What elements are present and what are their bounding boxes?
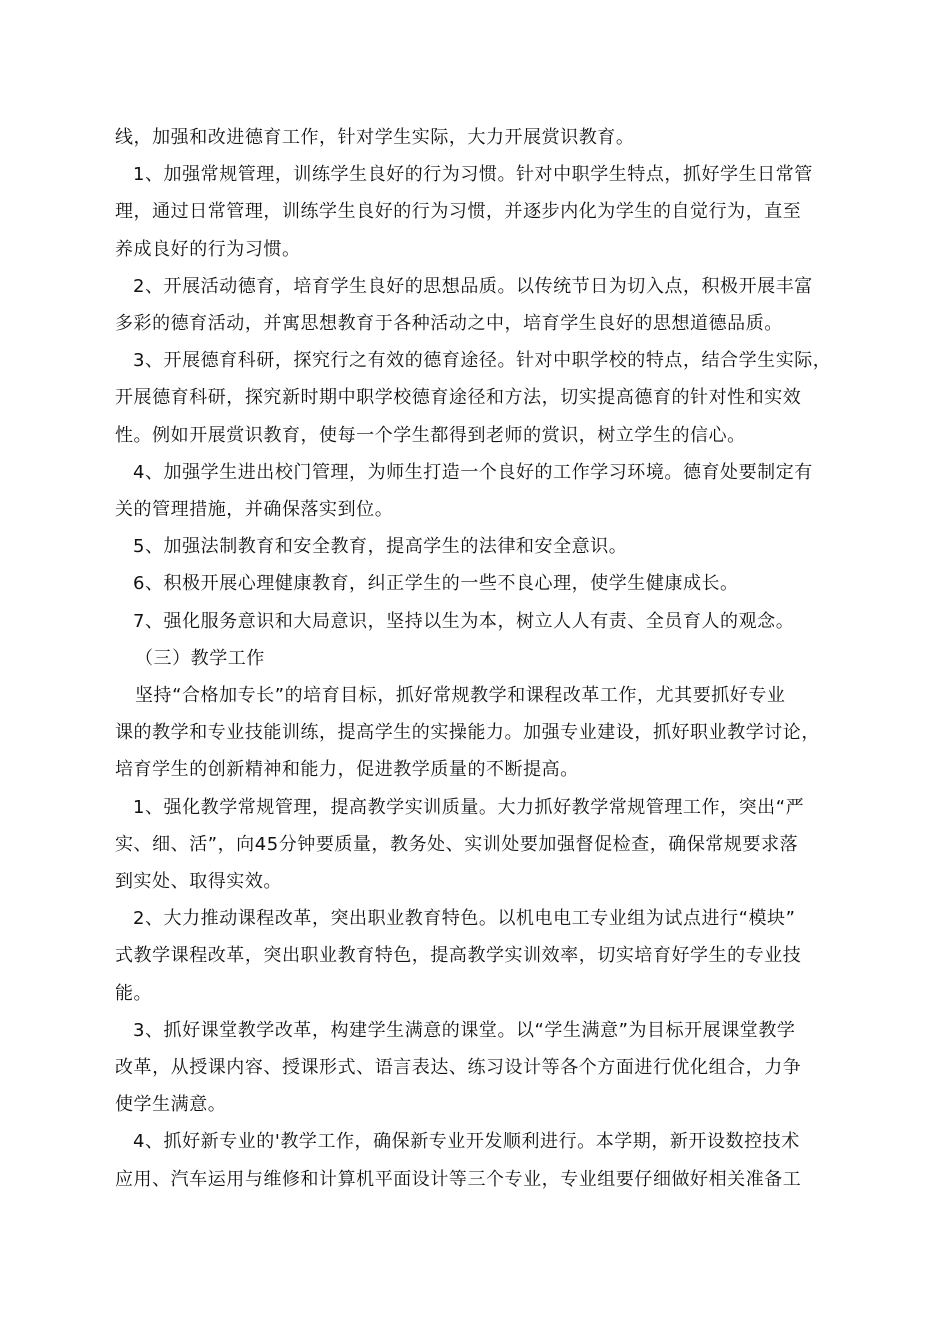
text-line: 4、加强学生进出校门管理，为师生打造一个良好的工作学习环境。德育处要制定有: [133, 461, 813, 483]
text-line: 改革，从授课内容、授课形式、语言表达、练习设计等各个方面进行优化组合，力争: [115, 1057, 802, 1079]
text-line: 性。例如开展赏识教育，使每一个学生都得到老师的赏识，树立学生的信心。: [115, 424, 746, 446]
text-line: 关的管理措施，并确保落实到位。: [115, 499, 394, 521]
text-line: 应用、汽车运用与维修和计算机平面设计等三个专业，专业组要仔细做好相关准备工: [115, 1168, 802, 1190]
text-line: 养成良好的行为习惯。: [115, 238, 301, 260]
text-line: 式教学课程改革，突出职业教育特色，提高教学实训效率，切实培育好学生的专业技: [115, 945, 802, 967]
text-line: 使学生满意。: [115, 1094, 227, 1116]
text-line: 2、开展活动德育，培育学生良好的思想品质。以传统节日为切入点，积极开展丰富: [133, 275, 813, 297]
document-body: [115, 119, 837, 1198]
text-line: 培育学生的创新精神和能力，促进教学质量的不断提高。: [115, 759, 579, 781]
text-line: 开展德育科研，探究新时期中职学校德育途径和方法，切实提高德育的针对性和实效: [115, 387, 802, 409]
text-line: 1、加强常规管理，训练学生良好的行为习惯。针对中职学生特点，抓好学生日常管: [133, 164, 813, 186]
text-line: 实、细、活”，向45分钟要质量，教务处、实训处要加强督促检查，确保常规要求落: [115, 833, 799, 855]
text-line: 能。: [115, 982, 153, 1004]
text-line: 理，通过日常管理，训练学生良好的行为习惯，并逐步内化为学生的自觉行为，直至: [115, 201, 802, 223]
text-line: 6、积极开展心理健康教育，纠正学生的一些不良心理，使学生健康成长。: [133, 573, 739, 595]
text-line: 多彩的德育活动，并寓思想教育于各种活动之中，培育学生良好的思想道德品质。: [115, 313, 783, 335]
text-line: 3、抓好课堂教学改革，构建学生满意的课堂。以“学生满意”为目标开展课堂教学: [133, 1019, 796, 1041]
text-line: 2、大力推动课程改革，突出职业教育特色。以机电电工专业组为试点进行“模块”: [133, 908, 796, 930]
text-line: 5、加强法制教育和安全教育，提高学生的法律和安全意识。: [133, 536, 628, 558]
text-line: 4、抓好新专业的'教学工作，确保新专业开发顺利进行。本学期，新开设数控技术: [133, 1131, 800, 1153]
text-line: 到实处、取得实效。: [115, 871, 282, 893]
text-line: 1、强化教学常规管理，提高教学实训质量。大力抓好教学常规管理工作，突出“严: [133, 796, 805, 818]
text-line: 课的教学和专业技能训练，提高学生的实操能力。加强专业建设，抓好职业教学讨论，: [115, 722, 820, 744]
section-heading: （三）教学工作: [135, 647, 265, 669]
text-line: 线，加强和改进德育工作，针对学生实际，大力开展赏识教育。: [115, 127, 635, 148]
text-line: 7、强化服务意识和大局意识，坚持以生为本，树立人人有责、全员育人的观念。: [133, 610, 795, 632]
text-line: 3、开展德育科研，探究行之有效的德育途径。针对中职学校的特点，结合学生实际，: [133, 350, 832, 372]
text-line: 坚持“合格加专长”的培育目标，抓好常规教学和课程改革工作，尤其要抓好专业: [135, 685, 786, 707]
